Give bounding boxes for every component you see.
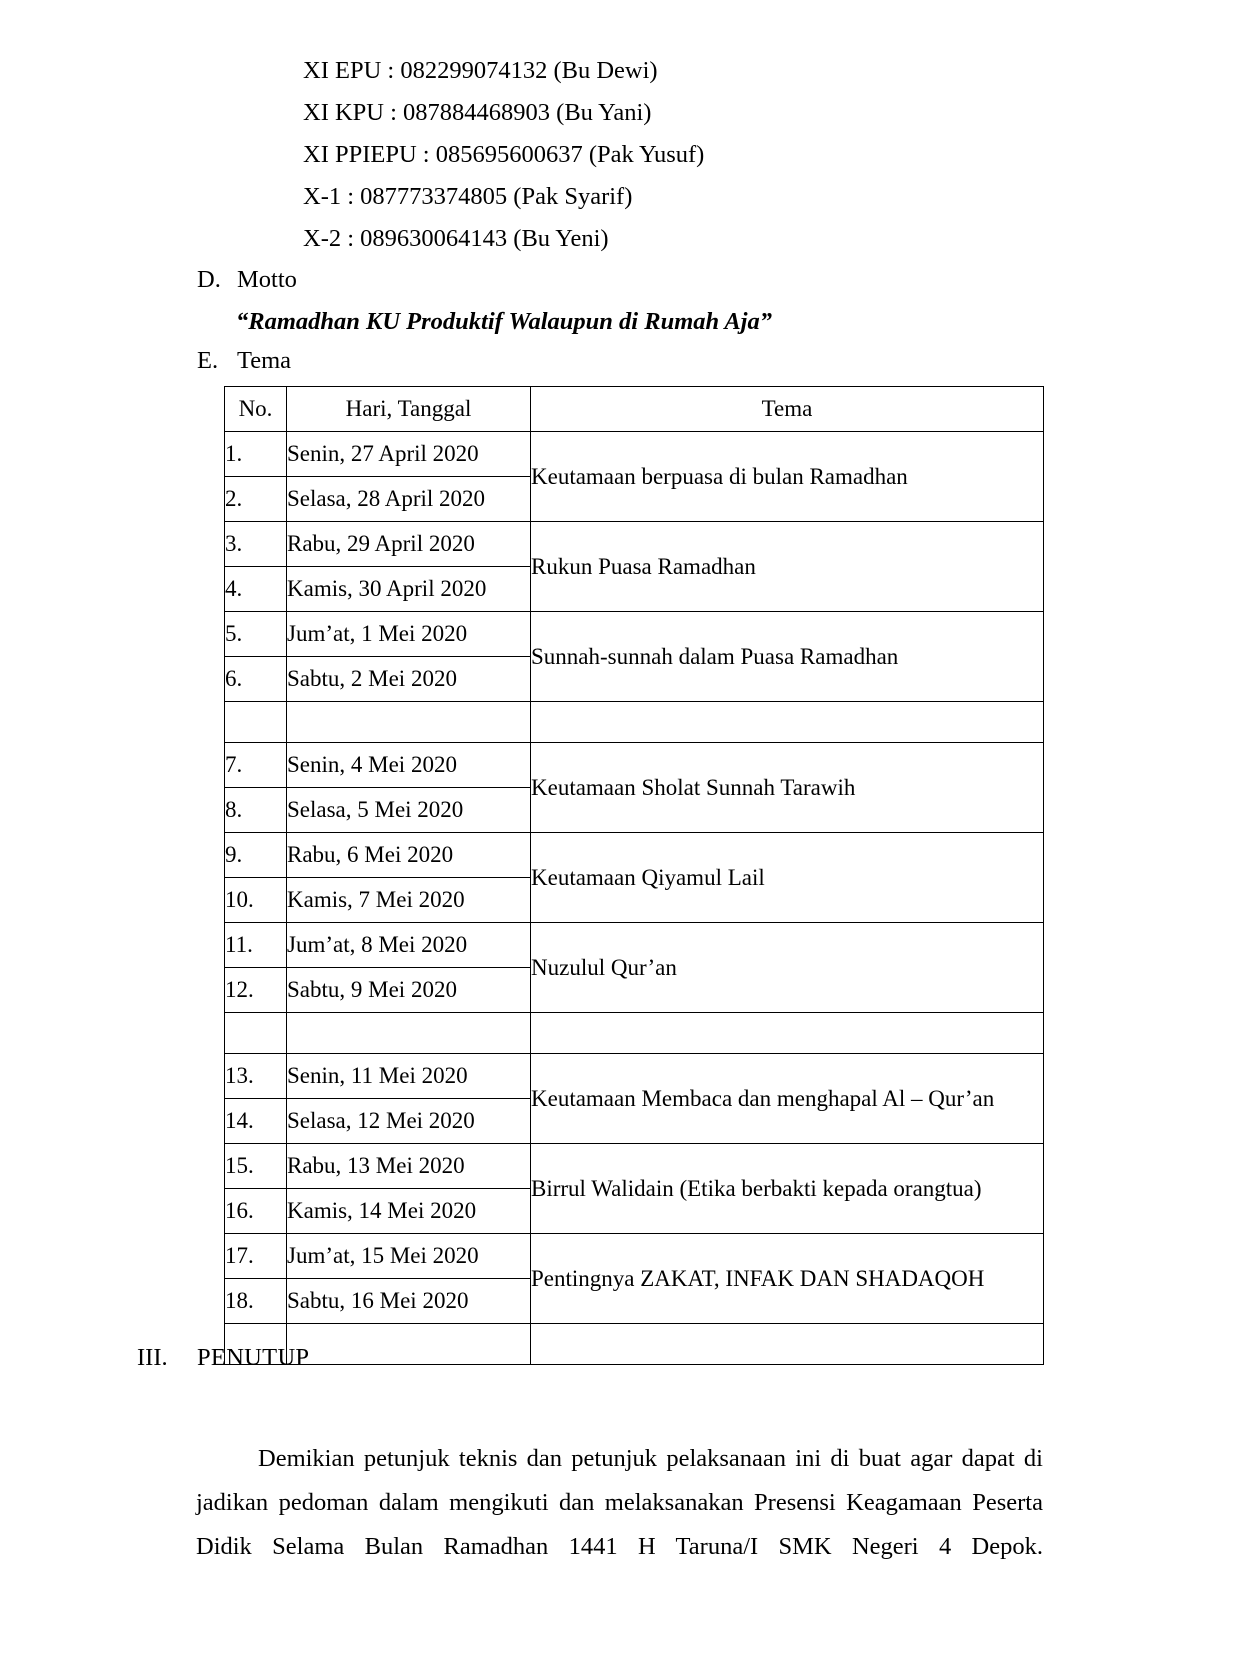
cell-tema: Keutamaan Qiyamul Lail bbox=[531, 833, 1044, 923]
cell-hari-tanggal: Jum’at, 1 Mei 2020 bbox=[287, 612, 531, 657]
cell-tema: Keutamaan berpuasa di bulan Ramadhan bbox=[531, 432, 1044, 522]
cell-no: 15. bbox=[225, 1144, 287, 1189]
table-row bbox=[225, 432, 1044, 477]
cell-no: 2. bbox=[225, 477, 287, 522]
spacer-cell-no bbox=[225, 1013, 287, 1054]
cell-hari-tanggal: Jum’at, 8 Mei 2020 bbox=[287, 923, 531, 968]
contact-line: X-2 : 089630064143 (Bu Yeni) bbox=[303, 225, 609, 252]
cell-hari-tanggal: Sabtu, 2 Mei 2020 bbox=[287, 657, 531, 702]
spacer-cell-tema bbox=[531, 702, 1044, 743]
cell-no: 5. bbox=[225, 612, 287, 657]
cell-no: 6. bbox=[225, 657, 287, 702]
table-row bbox=[225, 923, 1044, 968]
cell-no: 3. bbox=[225, 522, 287, 567]
table-spacer-row bbox=[225, 1013, 1044, 1054]
cell-no: 4. bbox=[225, 567, 287, 612]
spacer-cell-date bbox=[287, 1013, 531, 1054]
cell-no: 12. bbox=[225, 968, 287, 1013]
cell-hari-tanggal: Kamis, 7 Mei 2020 bbox=[287, 878, 531, 923]
cell-hari-tanggal: Sabtu, 16 Mei 2020 bbox=[287, 1279, 531, 1324]
section-letter-motto: D. bbox=[197, 266, 221, 293]
cell-no: 11. bbox=[225, 923, 287, 968]
cell-no: 17. bbox=[225, 1234, 287, 1279]
cell-hari-tanggal: Selasa, 28 April 2020 bbox=[287, 477, 531, 522]
cell-tema: Pentingnya ZAKAT, INFAK DAN SHADAQOH bbox=[531, 1234, 1044, 1324]
cell-hari-tanggal: Kamis, 14 Mei 2020 bbox=[287, 1189, 531, 1234]
table-row bbox=[225, 1144, 1044, 1189]
section-label-motto: Motto bbox=[237, 266, 297, 293]
cell-tema: Rukun Puasa Ramadhan bbox=[531, 522, 1044, 612]
cell-no: 10. bbox=[225, 878, 287, 923]
cell-hari-tanggal: Senin, 27 April 2020 bbox=[287, 432, 531, 477]
penutup-numeral: III. bbox=[137, 1344, 168, 1371]
cell-no: 14. bbox=[225, 1099, 287, 1144]
cell-hari-tanggal: Senin, 11 Mei 2020 bbox=[287, 1054, 531, 1099]
cell-hari-tanggal: Rabu, 13 Mei 2020 bbox=[287, 1144, 531, 1189]
cell-no: 9. bbox=[225, 833, 287, 878]
spacer-cell-tema bbox=[531, 1324, 1044, 1365]
cell-no: 13. bbox=[225, 1054, 287, 1099]
table-spacer-row bbox=[225, 702, 1044, 743]
table-row bbox=[225, 833, 1044, 878]
table-row bbox=[225, 1234, 1044, 1279]
section-label-tema: Tema bbox=[237, 347, 292, 374]
cell-hari-tanggal: Kamis, 30 April 2020 bbox=[287, 567, 531, 612]
cell-tema: Nuzulul Qur’an bbox=[531, 923, 1044, 1013]
penutup-title: PENUTUP bbox=[197, 1344, 310, 1371]
contact-list bbox=[303, 50, 704, 260]
column-header-no: No. bbox=[225, 387, 287, 432]
table-row bbox=[225, 1054, 1044, 1099]
cell-no: 7. bbox=[225, 743, 287, 788]
tema-schedule-table bbox=[224, 386, 1044, 1365]
spacer-cell-date bbox=[287, 1324, 531, 1365]
penutup-paragraph: Demikian petunjuk teknis dan petunjuk pelaksanaan ini di buat agar dapat di jadikan pedoman dalam mengikuti dan melaksanakan Presensi Keagamaan Peserta Didik Selama Bulan Ramadhan 1441 H Taruna/I SMK Negeri 4 Depok. bbox=[196, 1444, 1043, 1560]
cell-hari-tanggal: Selasa, 12 Mei 2020 bbox=[287, 1099, 531, 1144]
tema-table-container bbox=[224, 386, 1043, 1365]
cell-hari-tanggal: Jum’at, 15 Mei 2020 bbox=[287, 1234, 531, 1279]
table-row bbox=[225, 743, 1044, 788]
column-header-tema: Tema bbox=[531, 387, 1044, 432]
cell-no: 8. bbox=[225, 788, 287, 833]
cell-tema: Birrul Walidain (Etika berbakti kepada orangtua) bbox=[531, 1144, 1044, 1234]
section-letter-tema: E. bbox=[197, 347, 219, 374]
contact-line: X-1 : 087773374805 (Pak Syarif) bbox=[303, 183, 633, 210]
section-motto bbox=[197, 263, 297, 297]
spacer-cell-tema bbox=[531, 1013, 1044, 1054]
cell-hari-tanggal: Rabu, 29 April 2020 bbox=[287, 522, 531, 567]
cell-no: 1. bbox=[225, 432, 287, 477]
cell-hari-tanggal: Rabu, 6 Mei 2020 bbox=[287, 833, 531, 878]
table-body bbox=[225, 432, 1044, 1365]
motto-quote: “Ramadhan KU Produktif Walaupun di Rumah Aja” bbox=[236, 308, 772, 335]
section-tema bbox=[197, 344, 291, 378]
section-penutup-heading bbox=[137, 1341, 309, 1375]
table-header bbox=[225, 387, 1044, 432]
contact-line: XI KPU : 087884468903 (Bu Yani) bbox=[303, 99, 652, 126]
cell-tema: Sunnah-sunnah dalam Puasa Ramadhan bbox=[531, 612, 1044, 702]
table-row bbox=[225, 522, 1044, 567]
table-row bbox=[225, 612, 1044, 657]
cell-hari-tanggal: Senin, 4 Mei 2020 bbox=[287, 743, 531, 788]
table-header-row bbox=[225, 387, 1044, 432]
column-header-hari-tanggal: Hari, Tanggal bbox=[287, 387, 531, 432]
cell-tema: Keutamaan Sholat Sunnah Tarawih bbox=[531, 743, 1044, 833]
cell-tema: Keutamaan Membaca dan menghapal Al – Qur’an bbox=[531, 1054, 1044, 1144]
cell-hari-tanggal: Selasa, 5 Mei 2020 bbox=[287, 788, 531, 833]
contact-line: XI EPU : 082299074132 (Bu Dewi) bbox=[303, 57, 658, 84]
contact-line: XI PPIEPU : 085695600637 (Pak Yusuf) bbox=[303, 141, 705, 168]
table-spacer-row bbox=[225, 1324, 1044, 1365]
spacer-cell-date bbox=[287, 702, 531, 743]
cell-no: 18. bbox=[225, 1279, 287, 1324]
cell-no: 16. bbox=[225, 1189, 287, 1234]
spacer-cell-no bbox=[225, 702, 287, 743]
cell-hari-tanggal: Sabtu, 9 Mei 2020 bbox=[287, 968, 531, 1013]
